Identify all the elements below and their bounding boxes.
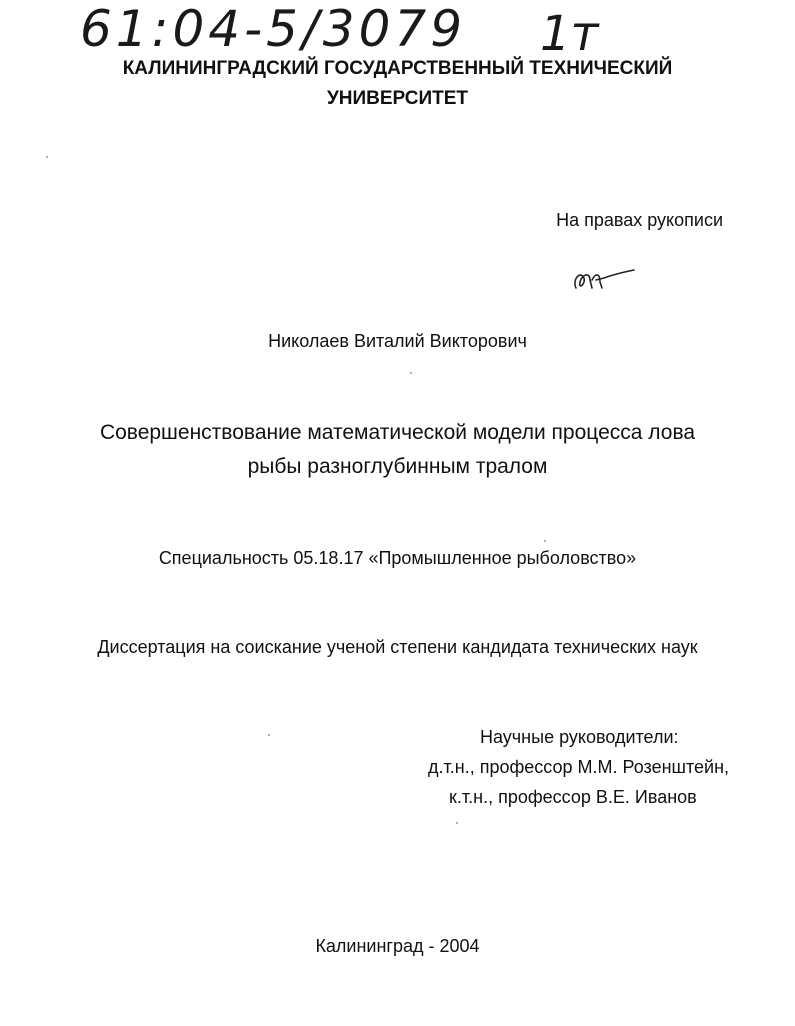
rights-note: На правах рукописи [556, 210, 723, 230]
dissertation-title-line1: Совершенствование математической модели процесса лова [99, 421, 696, 444]
signature [570, 262, 640, 296]
handwritten-archive-code: 61:04-5/3079 [80, 0, 467, 58]
dissertation-title-line2: рыбы разноглубинным тралом [247, 455, 548, 478]
handwritten-archive-mark: 1т [540, 6, 599, 62]
university-name-line1: КАЛИНИНГРАДСКИЙ ГОСУДАРСТВЕННЫЙ ТЕХНИЧЕСКИЙ [122, 58, 673, 79]
supervisor-2: к.т.н., профессор В.Е. Иванов [449, 787, 697, 807]
scan-speck [410, 372, 412, 374]
supervisor-1: д.т.н., профессор М.М. Розенштейн, [428, 757, 730, 777]
scan-speck [46, 156, 48, 158]
scan-speck [268, 734, 270, 736]
university-name-line2: УНИВЕРСИТЕТ [326, 88, 469, 109]
city-year: Калининград - 2004 [315, 936, 480, 956]
supervisors-heading: Научные руководители: [480, 727, 679, 747]
specialty: Специальность 05.18.17 «Промышленное рыболовство» [158, 548, 637, 568]
scan-speck [544, 540, 546, 542]
scan-speck [456, 822, 458, 824]
author-name: Николаев Виталий Викторович [268, 331, 527, 351]
degree-statement: Диссертация на соискание ученой степени кандидата технических наук [97, 637, 698, 657]
